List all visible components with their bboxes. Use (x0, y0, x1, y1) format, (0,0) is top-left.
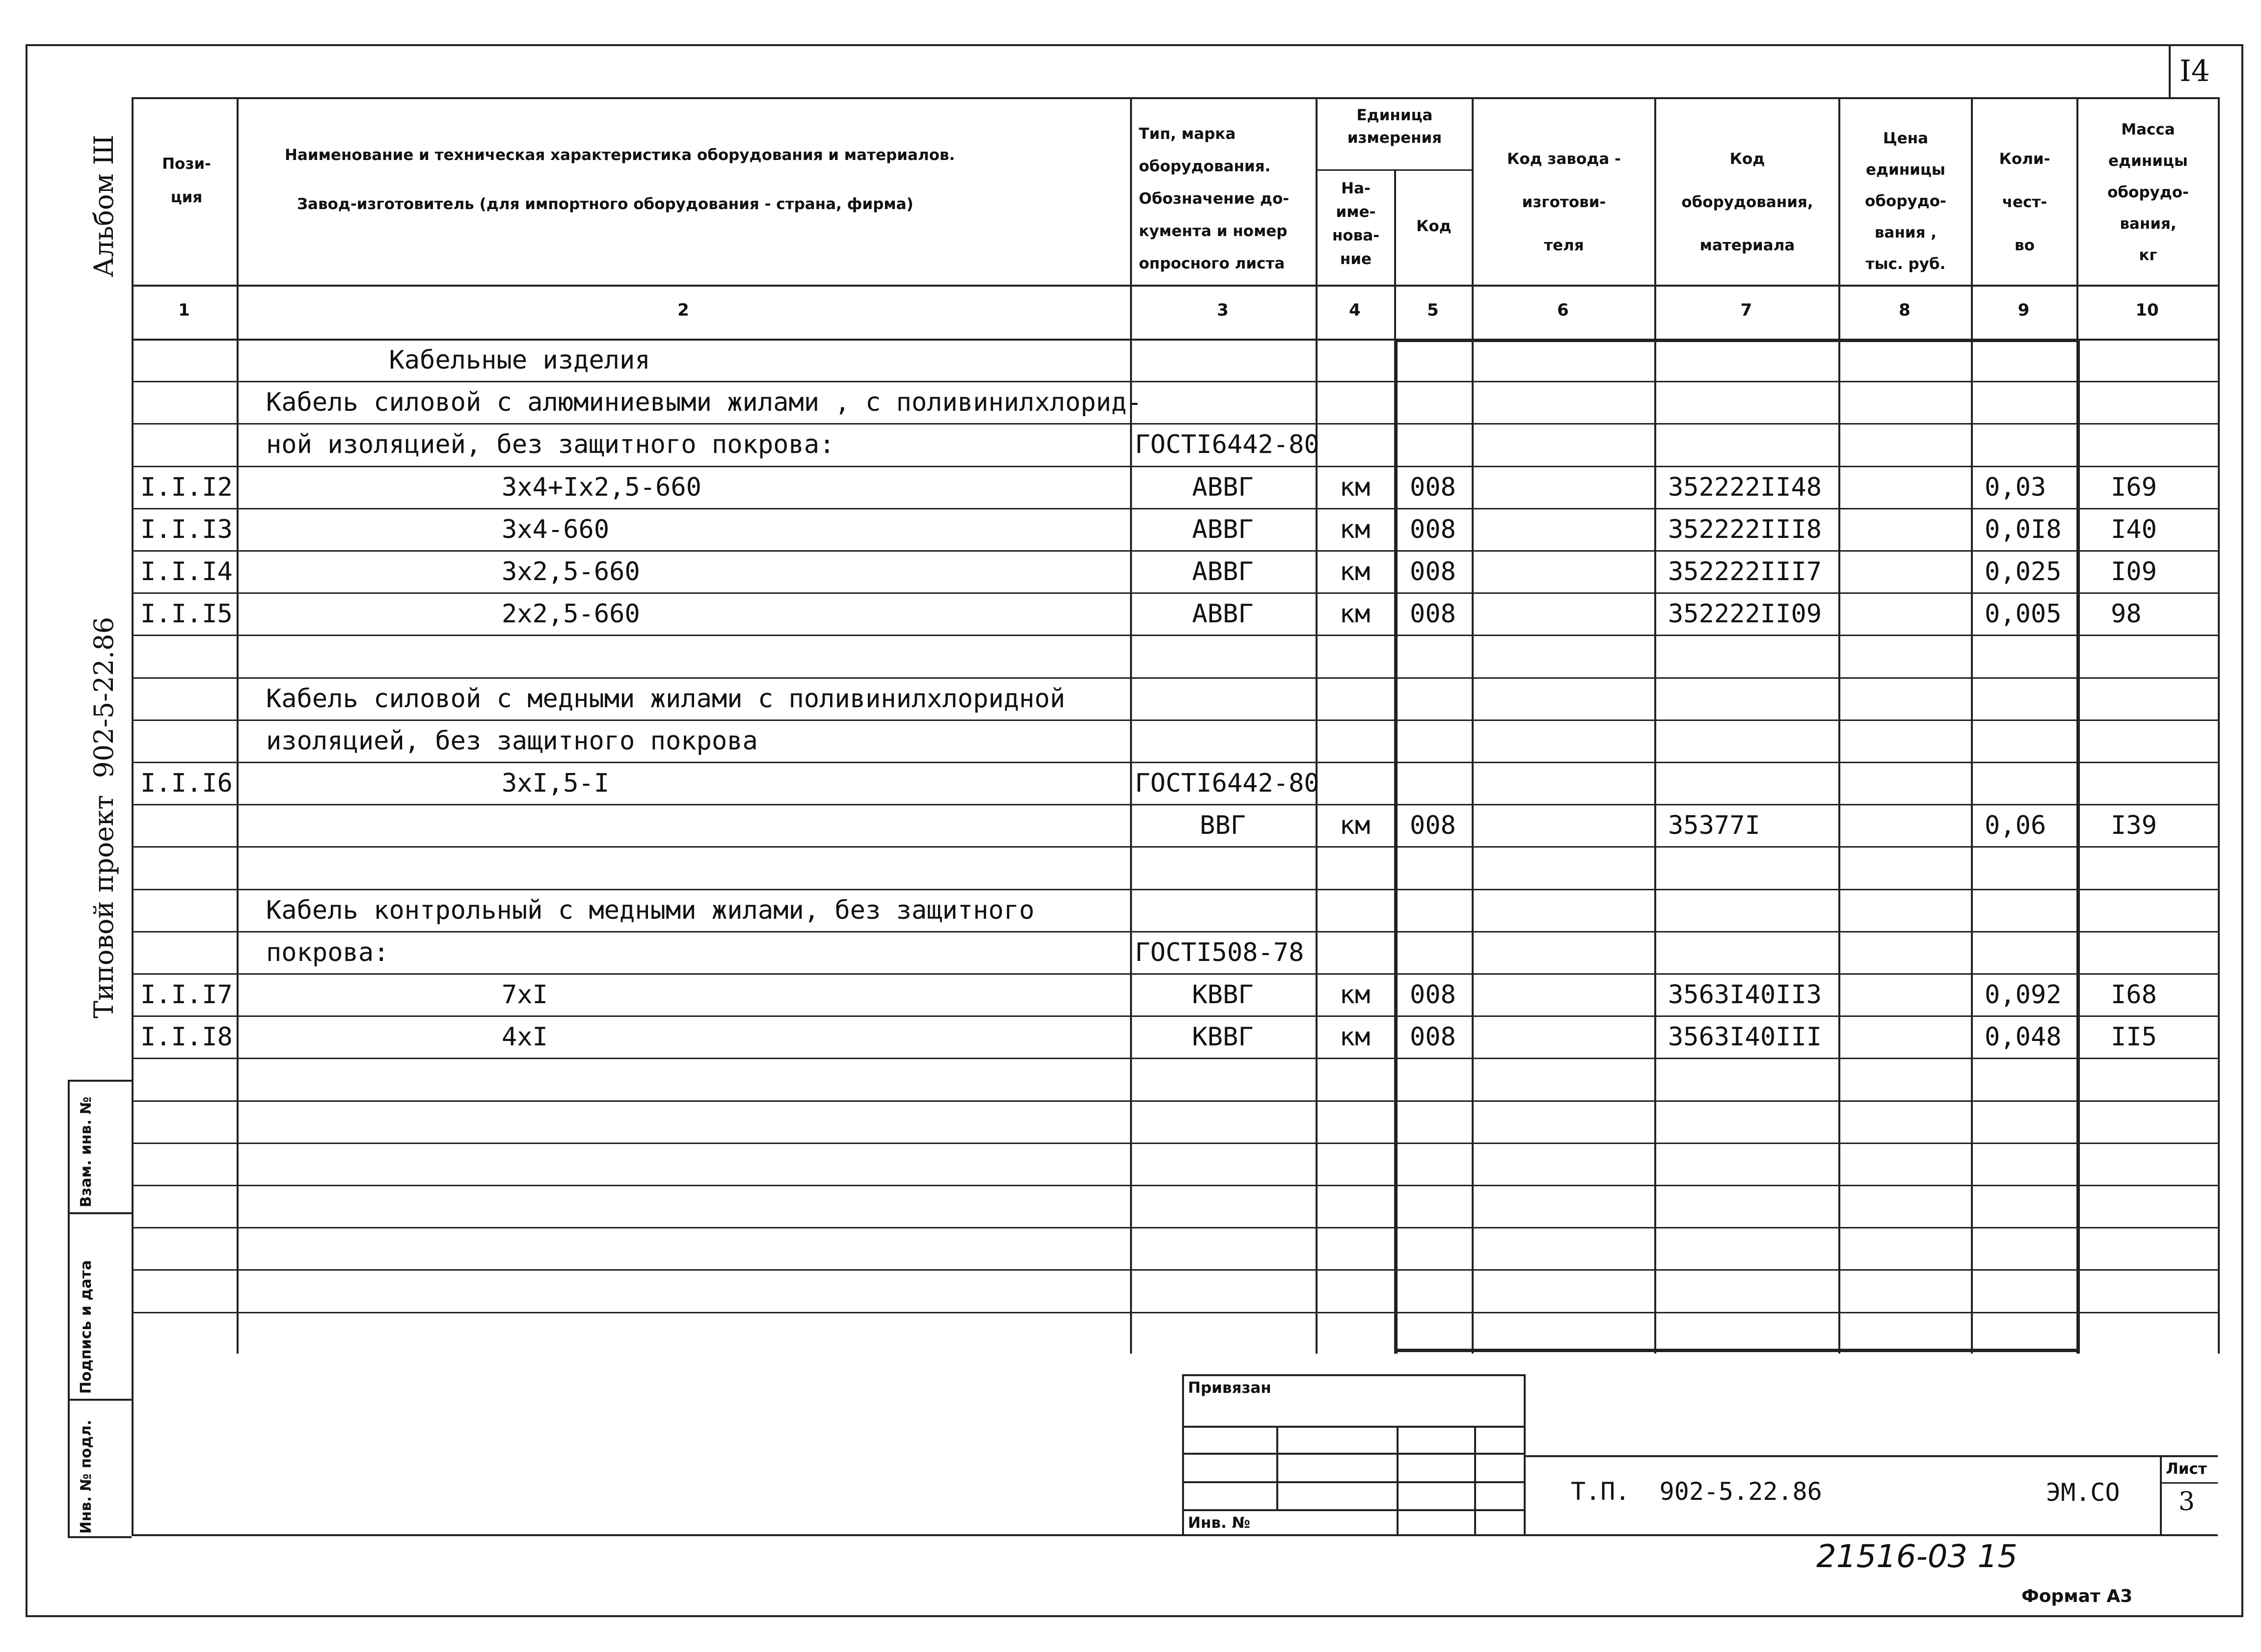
row-mass: I69 (2111, 473, 2157, 502)
row-mass: II5 (2111, 1022, 2157, 1052)
row-position: I.I.I7 (140, 980, 233, 1010)
column-number-5: 5 (1427, 300, 1439, 320)
hdr-col3: Тип, марка оборудования. Обозначение до- кумента и номер опросного листа (1139, 125, 1290, 272)
col-line-3 (1316, 97, 1318, 1354)
row-material-code: 352222II09 (1668, 599, 1822, 629)
row-quantity: 0,0I8 (1985, 515, 2062, 544)
row-unit: км (1339, 980, 1371, 1010)
column-number-3: 3 (1217, 300, 1229, 320)
hdr-col10: Масса единицы оборудо- вания, кг (2107, 121, 2189, 264)
header-bottom (132, 285, 2218, 287)
row-line (132, 381, 2218, 382)
row-material-code: 352222II48 (1668, 473, 1822, 502)
column-number-2: 2 (677, 300, 689, 320)
row-material-code: 352222III8 (1668, 515, 1822, 544)
row-name: 3хI,5-I (502, 769, 610, 798)
row-name: Кабель контрольный с медными жилами, без защитного (266, 896, 1035, 925)
row-quantity: 0,025 (1985, 557, 2062, 586)
side-stamp-bottom (68, 1536, 132, 1538)
row-line (132, 1312, 2218, 1313)
row-unit: км (1339, 557, 1371, 586)
hdr-col9: Коли- чест- во (1999, 150, 2050, 254)
side-stamp-div2 (68, 1399, 132, 1401)
side-vzam: Взам. инв. № (78, 1096, 95, 1207)
row-line (132, 466, 2218, 467)
row-unit-code: 008 (1410, 599, 1456, 629)
row-name: 4хI (502, 1022, 548, 1052)
row-line (132, 1227, 2218, 1228)
row-line (132, 931, 2218, 933)
side-stamp-border (68, 1080, 70, 1536)
side-project: Типовой проект 902-5-22.86 (88, 616, 119, 1018)
row-unit: км (1339, 473, 1371, 502)
row-type: АВВГ (1192, 515, 1254, 544)
row-unit: км (1339, 599, 1371, 629)
row-line (132, 1015, 2218, 1017)
row-unit-code: 008 (1410, 1022, 1456, 1052)
row-position: I.I.I5 (140, 599, 233, 629)
col-line-5 (1472, 97, 1474, 1354)
doc-mark: ЭМ.СО (2046, 1478, 2120, 1507)
row-name: 3х2,5-660 (502, 557, 640, 586)
row-name: Кабельные изделия (266, 346, 650, 375)
row-line (132, 1143, 2218, 1144)
row-name: Кабель силовой с алюминиевыми жилами , с поливинилхлорид- (266, 388, 1142, 417)
column-number-9: 9 (2018, 300, 2030, 320)
row-quantity: 0,06 (1985, 811, 2046, 840)
column-number-6: 6 (1557, 300, 1569, 320)
row-type: АВВГ (1192, 473, 1254, 502)
row-unit: км (1339, 811, 1371, 840)
column-number-8: 8 (1899, 300, 1911, 320)
hdr-col2-line2: Завод-изготовитель (для импортного оборудования - страна, фирма) (297, 195, 914, 213)
sheet-number: I4 (2180, 54, 2210, 88)
row-mass: I09 (2111, 557, 2157, 586)
row-line (132, 889, 2218, 890)
row-line (132, 804, 2218, 805)
row-quantity: 0,092 (1985, 980, 2062, 1010)
list-label: Лист (2166, 1460, 2207, 1478)
col-line-7 (1838, 97, 1840, 1354)
row-position: I.I.I3 (140, 515, 233, 544)
row-unit-code: 008 (1410, 980, 1456, 1010)
table-top (132, 97, 2218, 99)
row-mass: 98 (2111, 599, 2142, 629)
unit-group-divider (1316, 169, 1472, 171)
row-type: ГОСТI6442-80 (1135, 769, 1319, 798)
row-unit-code: 008 (1410, 557, 1456, 586)
row-name: Кабель силовой с медными жилами с поливинилхлоридной (266, 684, 1065, 714)
row-name: 2х2,5-660 (502, 599, 640, 629)
column-number-7: 7 (1740, 300, 1752, 320)
handwritten-archive-number: 21516-03 15 (1816, 1539, 2018, 1575)
row-position: I.I.I6 (140, 769, 233, 798)
hdr-col8: Цена единицы оборудо- вания , тыс. руб. (1865, 130, 1946, 273)
row-position: I.I.I2 (140, 473, 233, 502)
row-line (132, 508, 2218, 509)
side-inv: Инв. № подл. (78, 1419, 95, 1534)
side-stamp-div1 (68, 1212, 132, 1214)
row-type: КВВГ (1192, 980, 1254, 1010)
row-line (132, 635, 2218, 636)
side-podpis: Подпись и дата (78, 1260, 95, 1394)
row-name: 3х4+Iх2,5-660 (502, 473, 701, 502)
row-position: I.I.I8 (140, 1022, 233, 1052)
privyazan-label: Привязан (1188, 1379, 1271, 1397)
hdr-col4: На- име- нова- ние (1332, 180, 1380, 268)
col-line-8 (1971, 97, 1973, 1354)
row-name: 7хI (502, 980, 548, 1010)
row-unit-code: 008 (1410, 473, 1456, 502)
hdr-col5: Код (1416, 217, 1452, 235)
row-line (132, 592, 2218, 594)
row-line (132, 550, 2218, 552)
privyazan-col2 (1397, 1426, 1399, 1536)
row-mass: I39 (2111, 811, 2157, 840)
row-mass: I68 (2111, 980, 2157, 1010)
hdr-col1: Пози- ция (162, 155, 211, 206)
hdr-col6: Код завода - изготови- теля (1507, 150, 1621, 254)
hdr-col2-line1: Наименование и техническая характеристика оборудования и материалов. (285, 146, 955, 164)
row-line (132, 719, 2218, 721)
row-type: АВВГ (1192, 557, 1254, 586)
row-position: I.I.I4 (140, 557, 233, 586)
column-number-1: 1 (178, 300, 190, 320)
row-unit-code: 008 (1410, 515, 1456, 544)
side-album: Альбом Ш (88, 134, 119, 277)
sheet-number-box-border (2169, 44, 2171, 97)
row-mass: I40 (2111, 515, 2157, 544)
row-line (132, 973, 2218, 975)
row-quantity: 0,03 (1985, 473, 2046, 502)
doc-number: Т.П. 902-5.22.86 (1571, 1477, 1822, 1506)
format-label: Формат А3 (2021, 1586, 2133, 1606)
bold-block-bottom (1394, 1349, 2078, 1352)
row-unit: км (1339, 515, 1371, 544)
row-material-code: 35377I (1668, 811, 1760, 840)
list-box-divider (2160, 1482, 2218, 1484)
row-line (132, 677, 2218, 679)
privyazan-col1 (1276, 1426, 1278, 1509)
doc-box-top (1526, 1455, 2218, 1457)
row-name: изоляцией, без защитного покрова (266, 726, 758, 756)
col-line-6 (1654, 97, 1656, 1354)
list-number: 3 (2179, 1487, 2195, 1517)
row-unit-code: 008 (1410, 811, 1456, 840)
col-line-1 (237, 97, 239, 1354)
privyazan-col3 (1474, 1426, 1476, 1536)
row-line (132, 846, 2218, 848)
hdr-col7: Код оборудования, материала (1681, 150, 1813, 254)
stamp-left (132, 1354, 134, 1536)
list-box-left (2160, 1455, 2162, 1536)
row-line (132, 1185, 2218, 1186)
row-line (132, 1100, 2218, 1102)
row-line (132, 1269, 2218, 1271)
row-name: ной изоляцией, без защитного покрова: (266, 430, 835, 459)
col-line-2 (1130, 97, 1132, 1354)
column-number-4: 4 (1349, 300, 1361, 320)
row-name: 3х4-660 (502, 515, 610, 544)
row-type: ГОСТI508-78 (1135, 938, 1304, 967)
table-right (2218, 97, 2220, 1354)
row-type: ВВГ (1200, 811, 1246, 840)
row-type: ГОСТI6442-80 (1135, 430, 1319, 459)
row-line (132, 423, 2218, 425)
row-material-code: 352222III7 (1668, 557, 1822, 586)
row-quantity: 0,005 (1985, 599, 2062, 629)
row-quantity: 0,048 (1985, 1022, 2062, 1052)
inv-no-label: Инв. № (1188, 1514, 1250, 1532)
row-line (132, 1058, 2218, 1059)
hdr-unit-group: Единица измерения (1347, 107, 1442, 147)
row-material-code: 3563I40II3 (1668, 980, 1822, 1010)
row-type: АВВГ (1192, 599, 1254, 629)
column-number-10: 10 (2135, 300, 2159, 320)
row-name: покрова: (266, 938, 389, 967)
side-stamp-top (68, 1080, 132, 1082)
row-material-code: 3563I40III (1668, 1022, 1822, 1052)
row-line (132, 762, 2218, 763)
bold-block-top (1394, 339, 2078, 342)
row-unit: км (1339, 1022, 1371, 1052)
row-type: КВВГ (1192, 1022, 1254, 1052)
